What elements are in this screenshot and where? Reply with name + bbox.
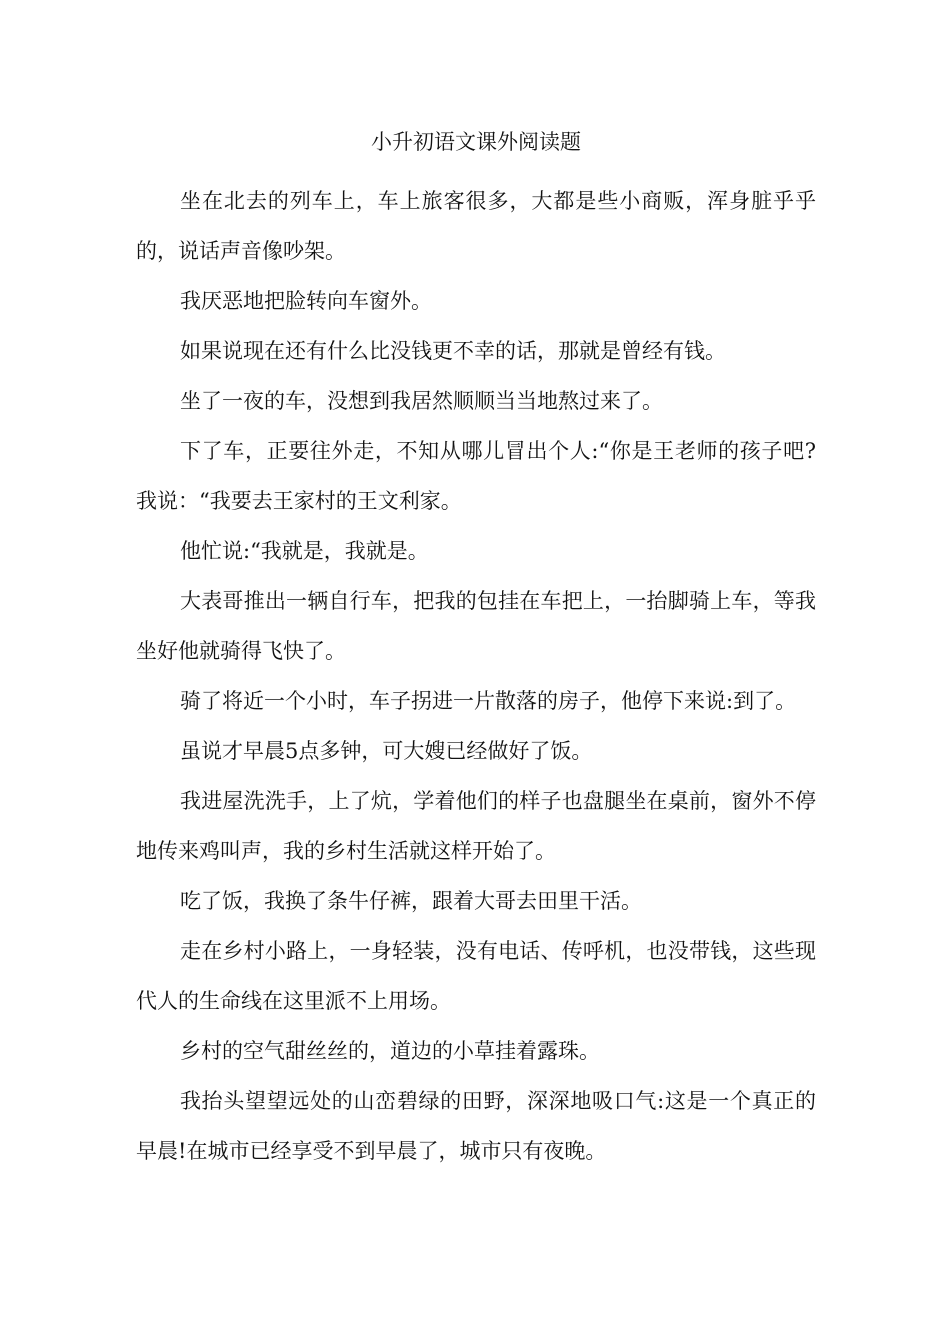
- paragraph: 我厌恶地把脸转向车窗外。: [180, 289, 432, 313]
- paragraph: 他忙说:“我就是，我就是。: [180, 539, 429, 563]
- paragraph: 走在乡村小路上，一身轻装，没有电话、传呼机，也没带钱，这些现代人的生命线在这里派不上用场。: [136, 939, 816, 1013]
- document-title: 小升初语文课外阅读题: [371, 130, 581, 154]
- paragraph: 坐在北去的列车上，车上旅客很多，大都是些小商贩，浑身脏乎乎的，说话声音像吵架。: [136, 189, 816, 263]
- paragraph: 坐了一夜的车，没想到我居然顺顺当当地熬过来了。: [180, 389, 663, 413]
- paragraph: 大表哥推出一辆自行车，把我的包挂在车把上，一抬脚骑上车，等我坐好他就骑得飞快了。: [136, 589, 816, 663]
- paragraph: 我进屋洗洗手，上了炕，学着他们的样子也盘腿坐在桌前，窗外不停地传来鸡叫声，我的乡村生活就这样开始了。: [136, 789, 816, 863]
- paragraph: 下了车，正要往外走，不知从哪儿冒出个人:“你是王老师的孩子吧?我说：“我要去王家村的王文利家。: [136, 439, 816, 513]
- paragraph: 我抬头望望远处的山峦碧绿的田野，深深地吸口气:这是一个真正的早晨!在城市已经享受不到早晨了，城市只有夜晚。: [136, 1089, 816, 1163]
- paragraph: 骑了将近一个小时，车子拐进一片散落的房子，他停下来说:到了。: [180, 689, 797, 713]
- paragraph: 如果说现在还有什么比没钱更不幸的话，那就是曾经有钱。: [180, 339, 726, 363]
- document-body: [136, 126, 816, 1176]
- paragraph: 乡村的空气甜丝丝的，道边的小草挂着露珠。: [180, 1039, 600, 1063]
- paragraph: 虽说才早晨5点多钟，可大嫂已经做好了饭。: [180, 739, 593, 763]
- paragraph: 吃了饭，我换了条牛仔裤，跟着大哥去田里干活。: [180, 889, 642, 913]
